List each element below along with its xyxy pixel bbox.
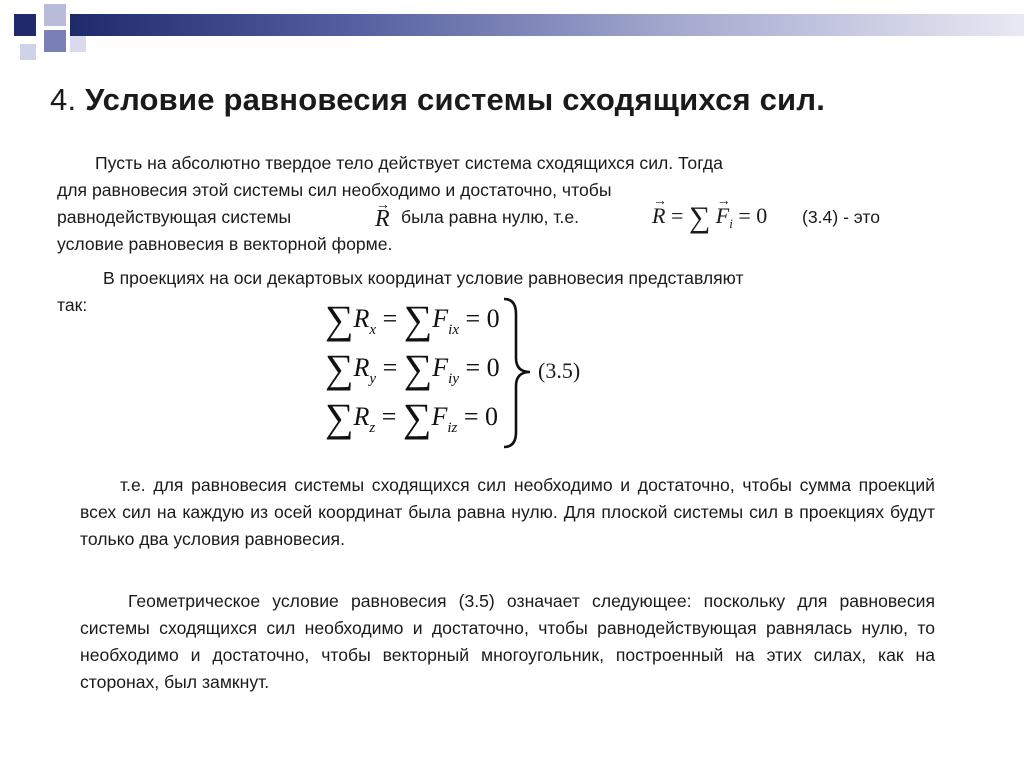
sigma-symbol: ∑ [403,297,433,342]
p1-line3 [57,201,957,234]
p1-line3-b: была равна нулю, т.е. [401,207,579,227]
p1-line3-a: равнодействующая системы [57,207,292,227]
formula-3-4-zero: = 0 [738,203,768,228]
p1-line3-c: (3.4) - это [802,207,881,227]
r-symbol: R [353,402,370,431]
formula-3-4 [652,202,767,237]
header-square-2 [44,4,66,26]
header-square-4 [70,36,86,52]
right-brace [500,296,534,450]
header-gradient-bar [70,14,1024,36]
p2-line2: так: [57,295,88,315]
formula-3-4-R: → R [652,202,665,229]
equals-sign: = [381,402,397,431]
formula-3-5-row-z [325,395,499,440]
formula-3-4-sigma: ∑ [688,201,711,234]
f-subscript: iz [447,420,458,436]
p1-line2: для равновесия этой системы сил необходимо и достаточно, чтобы [57,180,612,200]
vector-R-symbol: → R [375,206,390,233]
sigma-symbol: ∑ [403,346,433,391]
header-square-3 [44,30,66,52]
paragraph-3: т.е. для равновесия системы сходящихся сил необходимо и достаточно, чтобы сумма проекций всех сил на каждую из осей координат была равна нулю. Для плоской системы сил в проекциях будут только два условия равновесия. [80,475,935,549]
f-subscript: ix [448,322,459,338]
formula-3-5-row-x [325,297,500,342]
rhs-zero: = 0 [463,402,499,431]
f-subscript: iy [448,371,459,387]
slide-title [50,82,825,118]
sigma-symbol: ∑ [325,297,354,342]
r-subscript: z [369,420,376,436]
header-square-1 [14,14,36,36]
p1-line4: условие равновесия в векторной форме. [57,234,393,254]
r-subscript: y [369,371,377,387]
title-text: Условие равновесия системы сходящихся сил. [85,82,826,117]
formula-3-4-i: i [729,216,733,231]
equals-sign: = [382,353,398,382]
r-subscript: x [369,322,377,338]
paragraph-1 [57,150,957,258]
sigma-symbol: ∑ [402,395,432,440]
sigma-symbol: ∑ [325,346,354,391]
formula-3-5-label: (3.5) [538,358,581,383]
r-symbol: R [353,304,370,333]
rhs-zero: = 0 [465,304,500,333]
header-square-5 [20,44,36,60]
formula-3-5-row-y [325,346,500,391]
sigma-symbol: ∑ [325,395,354,440]
rhs-zero: = 0 [465,353,500,382]
formula-3-4-F: → F [716,202,729,229]
equals-sign: = [382,304,398,333]
p2-line1: В проекциях на оси декартовых координат условие равновесия представляют [103,268,744,288]
f-symbol: F [431,402,448,431]
title-number: 4. [50,82,77,117]
paragraph-4: Геометрическое условие равновесия (3.5) означает следующее: поскольку для равновесия системы сходящихся сил необходимо и достаточно, чтобы равнодействующая равнялась нулю, то необходимо и достаточно, чтобы векторный многоугольник, построенный на этих силах, как на сторонах, был замкнут. [80,591,935,692]
r-symbol: R [353,353,370,382]
formula-3-4-eq: = [670,203,684,228]
f-symbol: F [432,304,449,333]
p1-line1: Пусть на абсолютно твердое тело действует система сходящихся сил. Тогда [95,153,723,173]
f-symbol: F [432,353,449,382]
